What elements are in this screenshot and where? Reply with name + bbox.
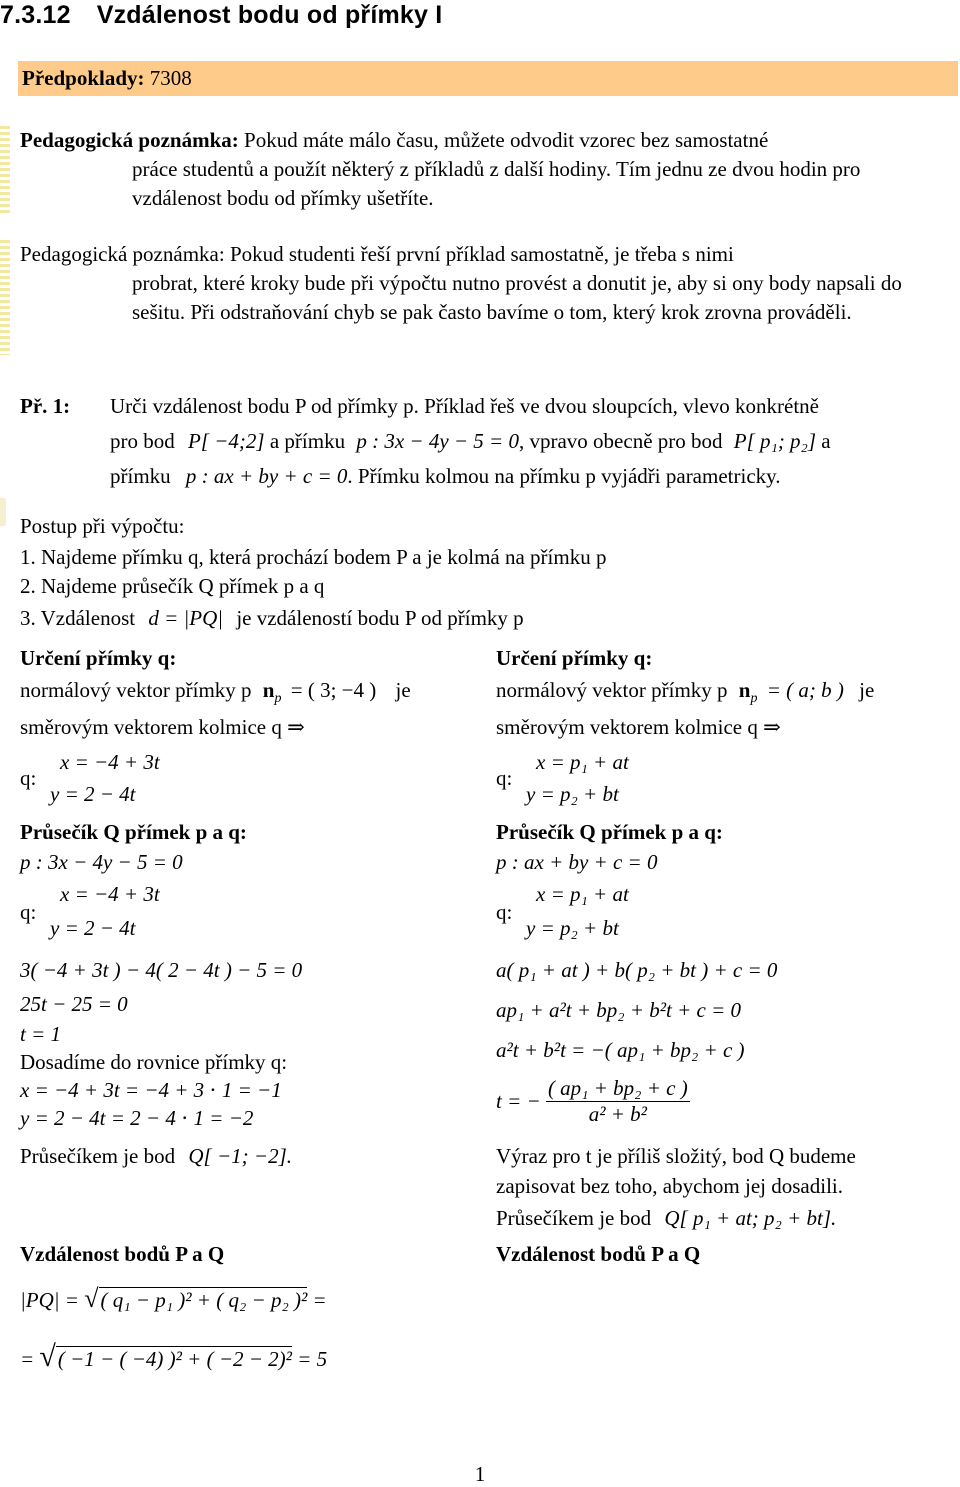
section-title: Vzdálenost bodu od přímky I xyxy=(96,1,443,29)
grouped: a²t + b²t = −( ap₁ + bp₂ + c ) xyxy=(496,1038,745,1062)
param-y-2: y = 2 − 4t xyxy=(50,916,136,940)
heading-line-q: Určení přímky q: xyxy=(20,646,177,670)
note-continuation: probrat, které kroky bude při výpočtu nutno provést a donutit je, aby si ony body napsali do sešitu. Při odstraňování chyb se pak často bavíme o tom, který krok zrovna prováděli. xyxy=(132,271,902,324)
section-number: 7.3.12 xyxy=(0,1,71,29)
line-p-equation: p : ax + by + c = 0 xyxy=(496,850,658,874)
note-label: Pedagogická poznámka: xyxy=(20,242,225,266)
example-line-2: pro bod P[ −4;2] a přímku p : 3x − 4y − 5 = 0, vpravo obecně pro bod P[ p₁; p₂] a xyxy=(110,429,831,453)
q-label: q: xyxy=(20,766,37,790)
margin-marker xyxy=(0,498,6,526)
normal-vector-line: normálový vektor přímky p $n_p$ = ( 3; −4 ) je xyxy=(20,678,411,707)
complexity-note-1: Výraz pro t je příliš složitý, bod Q budeme xyxy=(496,1144,856,1168)
heading-distance: Vzdálenost bodů P a Q xyxy=(496,1242,701,1266)
example-label: Př. 1: xyxy=(20,394,71,418)
heading-intersection: Průsečík Q přímek p a q: xyxy=(20,820,247,844)
param-x-2: x = −4 + 3t xyxy=(60,882,160,906)
pedagogical-note-2 xyxy=(20,240,950,327)
substitute-text: Dosadíme do rovnice přímky q: xyxy=(20,1050,288,1074)
line-p: p : 3x − 4y − 5 = 0 xyxy=(356,429,519,453)
direction-vector-line: směrovým vektorem kolmice q ⇒ xyxy=(20,715,305,739)
param-y-2: y = p₂ + bt xyxy=(526,916,619,940)
param-y: y = 2 − 4t xyxy=(50,782,136,806)
q-label: q: xyxy=(496,766,513,790)
line-p-equation: p : 3x − 4y − 5 = 0 xyxy=(20,850,183,874)
distance-formula-line: |PQ| = √( q₁ − p₁ )² + ( q₂ − p₂ )² = xyxy=(20,1284,327,1313)
margin-marker xyxy=(0,126,10,214)
procedure-step-3: 3. Vzdálenost d = |PQ| je vzdáleností bodu P od přímky p xyxy=(20,606,524,630)
heading-distance: Vzdálenost bodů P a Q xyxy=(20,1242,225,1266)
intersection-point: Průsečíkem je bod Q[ −1; −2]. xyxy=(20,1144,292,1168)
procedure-step-2: 2. Najdeme průsečík Q přímek p a q xyxy=(20,574,325,598)
point-p: P[ −4;2] xyxy=(188,429,265,453)
prerequisites-bar xyxy=(18,61,958,96)
normal-vector-line: normálový vektor přímky p $n_p$ = ( a; b ) je xyxy=(496,678,875,707)
procedure-step-1: 1. Najdeme přímku q, která prochází bodem P a je kolmá na přímku p xyxy=(20,545,607,569)
substitution: 3( −4 + 3t ) − 4( 2 − 4t ) − 5 = 0 xyxy=(20,958,303,982)
pedagogical-note-1 xyxy=(20,126,950,213)
prerequisites-value: 7308 xyxy=(149,66,192,90)
complexity-note-2: zapisovat bez toho, abychom jej dosadili. xyxy=(496,1174,843,1198)
prerequisites-label: Předpoklady: xyxy=(22,66,145,90)
example-line-3: přímku p : ax + by + c = 0. Přímku kolmou na přímku p vyjádři parametricky. xyxy=(110,464,781,488)
margin-marker xyxy=(0,240,10,355)
page-number: 1 xyxy=(474,1462,486,1486)
distance-formula: d = |PQ| xyxy=(148,606,224,630)
heading-line-q: Určení přímky q: xyxy=(496,646,653,670)
point-p-general: P[ p₁; p₂] xyxy=(733,429,817,453)
line-p-general: p : ax + by + c = 0 xyxy=(185,464,348,488)
param-x-2: x = p₁ + at xyxy=(536,882,629,906)
distance-result-line: = √( −1 − ( −4) )² + ( −2 − 2)² = 5 xyxy=(20,1340,328,1373)
expanded: ap₁ + a²t + bp₂ + b²t + c = 0 xyxy=(496,998,742,1022)
y-result: y = 2 − 4t = 2 − 4 ⋅ 1 = −2 xyxy=(20,1106,254,1130)
heading-intersection: Průsečík Q přímek p a q: xyxy=(496,820,723,844)
param-y: y = p₂ + bt xyxy=(526,782,619,806)
param-x: x = −4 + 3t xyxy=(60,750,160,774)
x-result: x = −4 + 3t = −4 + 3 ⋅ 1 = −1 xyxy=(20,1078,282,1102)
simplified: 25t − 25 = 0 xyxy=(20,992,128,1016)
example-line-1: Urči vzdálenost bodu P od přímky p. Příklad řeš ve dvou sloupcích, vlevo konkrétně xyxy=(110,394,820,418)
page-title xyxy=(0,0,442,30)
direction-vector-line: směrovým vektorem kolmice q ⇒ xyxy=(496,715,781,739)
t-value: t = 1 xyxy=(20,1022,62,1046)
intersection-point: Průsečíkem je bod Q[ p₁ + at; p₂ + bt]. xyxy=(496,1206,837,1230)
param-x: x = p₁ + at xyxy=(536,750,629,774)
note-text: Pokud studenti řeší první příklad samostatně, je třeba s nimi xyxy=(229,242,734,266)
substitution: a( p₁ + at ) + b( p₂ + bt ) + c = 0 xyxy=(496,958,778,982)
procedure-heading: Postup při výpočtu: xyxy=(20,514,185,538)
note-continuation: práce studentů a použít některý z příkladů z další hodiny. Tím jednu ze dvou hodin pro vzdálenost bodu od přímky ušetříte. xyxy=(132,157,861,210)
note-label: Pedagogická poznámka: xyxy=(20,128,239,152)
note-text: Pokud máte málo času, můžete odvodit vzorec bez samostatné xyxy=(244,128,769,152)
q-label-2: q: xyxy=(496,900,513,924)
q-label-2: q: xyxy=(20,900,37,924)
t-formula: t = − $\frac{\text{( ap₁ + bp₂ + c )}}{\text{a² + b²}}$ xyxy=(496,1076,688,1126)
